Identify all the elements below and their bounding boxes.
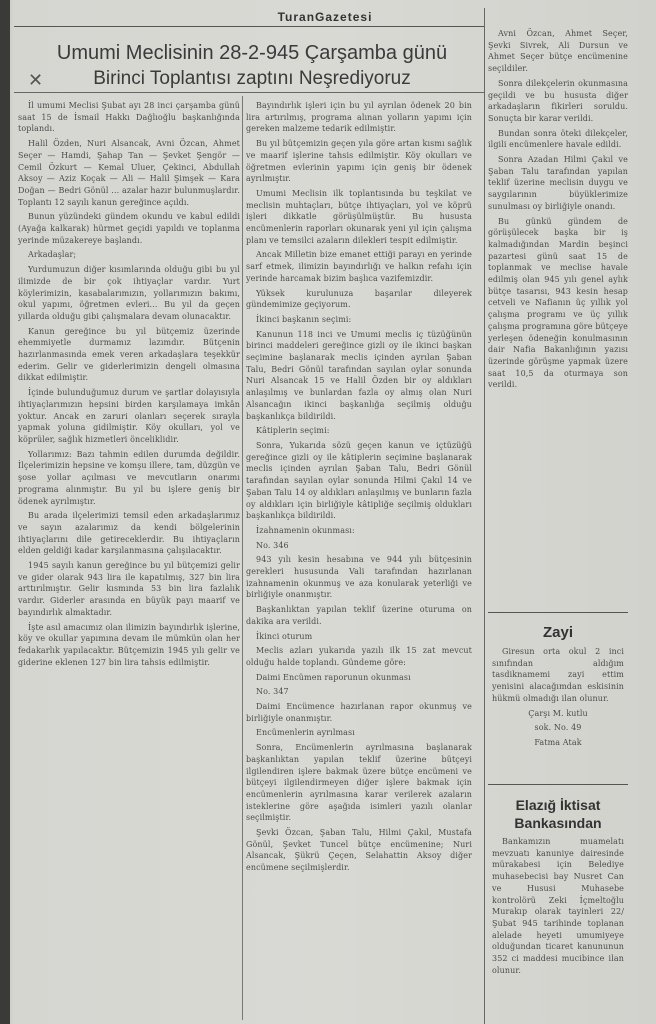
subheading: İkinci oturum: [256, 631, 313, 641]
paragraph: 943 yılı kesin hesabına ve 944 yılı bütçesinin gerekleri hususunda Vali tarafından hazırlanan izahnamenin okunmuş ve aza konularak yeterliği ve birliğiyle onanmıştır.: [246, 555, 472, 600]
paragraph: İşte asıl amacımız olan ilimizin bayındırlık işlerine, köy ve okullar yapımına devam ile mümkün olan her fedakarlık yapılacaktır. Bütçemizin 1945 yılı gelir ve giderine eklenen 127 bin lira tahsis edilmiştir.: [18, 622, 240, 667]
paragraph: Sonra Azadan Hilmi Çakıl ve Şaban Talu tarafından yapılan teklif üzerine meclisin duygu ve saygılarının büyüklerimize sunulması oy birliğiyle onandı.: [488, 155, 628, 211]
headline-rule: [14, 92, 484, 93]
article-headline: [22, 40, 482, 92]
paragraph: Sonra dilekçelerin okunmasına geçildi ve bu hususta diğer arkadaşların fikirleri soruldu. Sonuçta bir karar verildi.: [488, 78, 628, 123]
masthead: TuranGazetesi: [277, 10, 373, 24]
subheading: İzahnamenin okunması:: [256, 525, 355, 535]
article-column-3: [488, 28, 628, 608]
paragraph: Bundan sonra öteki dilekçeler, ilgili encümenlere havale edildi.: [488, 128, 628, 150]
article-column-1: [18, 100, 240, 1018]
notice-signature-line: sok. No. 49: [534, 723, 582, 733]
subheading: Kâtiplerin seçimi:: [256, 426, 330, 436]
decision-number: No. 346: [256, 540, 289, 550]
bank-notice-body: [492, 836, 624, 1020]
paragraph: Yollarımız: Bazı tahmin edilen durumda değildir. İlçelerimizin hepsine ve komşu illere, tam, düzgün ve şose yollar açılması ve mevcutların onarımı programa alınmıştır. Bu yıl bu işlere geniş bir ödenek ayrılmıştır.: [18, 449, 240, 506]
paragraph: Sonra, Yukarıda sözü geçen kanun ve içtüzüğü gereğince gizli oy ile kâtiplerin seçimine başlanarak meclis içinden ayrılan Şaban Talu, Bedri Gönül tarafından sayılan oylar sonunda Hilmi Çakıl 14 ve Şaban Talu 14 oy aldıkları anlaşılmış ve bunların fazla oy aldıkları için birliğiyle kâtipliğe seçilmiş oldukları başkanlıkça bildirildi.: [246, 440, 472, 521]
zayi-notice-body: [492, 646, 624, 776]
paragraph: Sonra, Encümenlerin ayrılmasına başlanarak başkanlıktan yapılan teklif üzerine bütçeyi ilgilendiren işlere bakmak üzere bütçe encümeni ve bütçeyi ilgilendirmeyen diğer işlere bakmak için encümenlerin ayrılmasına karar verilerek azaların isteklerine göre aşağıda isimleri yazılı olanlar seçilmiştir.: [246, 743, 472, 823]
paragraph: Bu arada ilçelerimizi temsil eden arkadaşlarımız ve sayın azalarımız da kendi bölgelerinin ihtiyaçlarını dile getireceklerdir. Bu ihtiyaçların elden geldiği kadar karşılanmasına çalışılacaktır.: [18, 511, 240, 556]
section-rule: [488, 784, 628, 785]
paragraph: İçinde bulunduğumuz durum ve şartlar dolayısıyla ihtiyaçlarımızın hepsini birden karşılamaya imkân yoktur. Ancak en zaruri olanları seçerek sırayla yapmak yoluna gidilmiştir. Köy okulları, yol ve köprüler, sağlık hizmetleri önceliklidir.: [18, 388, 240, 444]
cross-mark-icon: ✕: [28, 70, 44, 91]
paragraph: Şevki Özcan, Şaban Talu, Hilmi Çakıl, Mustafa Gönül, Şevket Tuncel bütçe encümenine; Nuri Alsancak, Şükrü Çeçen, Selahattin Aksoy diğer encümene seçilmişlerdir.: [246, 828, 472, 873]
notice-text: Bankamızın muamelatı mevzuatı kanuniye dairesinde mürakabesi için Belediye muhasebecisi bay Nusret Can ve Hususi Muhasebe kontrolörü Zeki İçmeltoğlu Murakıp olarak tayinleri 22/Şubat 945 tarihinde toplanan alelade heyeti umumiyeye olduğundan ticaret kanununun 352 ci maddesi mucibince ilan olunur.: [492, 837, 624, 975]
paragraph: Kanunun 118 inci ve Umumi meclis iç tüzüğünün birinci maddeleri gereğince gizli oy ile ikinci başkan seçimine başlanarak meclis içinden ayrılan Şaban Talu, Bedri Gönül tarafından sayılan oylar sonunda Nuri Alsancak 15 ve Halil Özden bir oy aldıkları anlaşılmış ve bunlardan fazla oy almış olan Nuri Alsancağın ikinci başkanlığa seçilmiş olduğu başkanlıkça bildirildi.: [246, 329, 472, 421]
paragraph: Kanun gereğince bu yıl bütçemiz üzerinde ehemmiyetle durmamız lazımdır. Bütçenin hazırlanmasında emek veren arkadaşlara teşekkür ederim. Gelir ve giderlerimizin dengeli olmasına dikkat edilmiştir.: [18, 326, 240, 383]
paragraph: Halil Özden, Nuri Alsancak, Avni Özcan, Ahmet Seçer — Hamdi, Şahap Tan — Şevket Şengör — Cemil Özkurt — Kemal Uluer, Çekinci, Abdullah Aksoy — Aziz Koçak — Ali — Halil Şimşek — Kara Doğan — Bedri Gönül ... azalar hazır bulunmuşlardır. Toplantı 12 sayılı kanun gereğince açıldı.: [18, 139, 240, 207]
paragraph: Bayındırlık işleri için bu yıl ayrılan ödenek 20 bin lira artırılmış, programa alınan yolların yapımı için gereken malzeme tedarik edilmiştir.: [246, 101, 472, 134]
bank-notice-title: Elazığ İktisat Bankasından: [514, 797, 602, 831]
paragraph: 1945 sayılı kanun gereğince bu yıl bütçemizi gelir ve gider olarak 943 lira ile kapatılmış, 327 bin lira arttırılmıştır. Gelir kısmında 53 bin lira fazlalık vardır. Giderler arasında en büyük payı maarif ve bayındırlık almaktadır.: [18, 561, 240, 617]
notice-text: Giresun orta okul 2 inci sınıfından aldığım tasdiknamemi zayi ettim yenisini alacağımdan eskisinin hükmü olmadığı ilan olunur.: [492, 647, 624, 703]
zayi-notice-title: Zayi: [542, 624, 573, 641]
page-binding-edge: [0, 0, 10, 1024]
paragraph: Bu yıl bütçemizin geçen yıla göre artan kısmı sağlık ve maarif işlerine tahsis edilmiştir. Köy okulları ve öğretmen evlerinin yapımı için geniş bir ödenek ayrılmıştır.: [246, 139, 472, 184]
subheading: Daimi Encümen raporunun okunması: [256, 672, 411, 682]
column-divider: [484, 8, 485, 1024]
masthead-rule: [14, 26, 484, 27]
subheading: Encümenlerin ayrılması: [256, 728, 355, 738]
paragraph: Bunun yüzündeki gündem okundu ve kabul edildi (Ayağa kalkarak) hürmet geçidi yapıldı ve toplanma yerinde müzakereye başlandı.: [18, 212, 240, 245]
paragraph: Yurdumuzun diğer kısımlarında olduğu gibi bu yıl ilimizde de bir çok ihtiyaçlar vardır. Yurt köylerimizin, kasabalarımızın, yollarımızın bakımı, okul yapımı, öğretmen evleri... Bu yıl da geçen yıllarda olduğu gibi çalışmalara devam olunacaktır.: [18, 265, 240, 321]
article-column-2: [246, 100, 472, 1018]
headline-line-1: Umumi Meclisinin 28-2-945 Çarşamba günü: [56, 42, 448, 64]
paragraph: Yüksek kurulunuza başarılar dileyerek gündemimize geçiyorum.: [246, 288, 472, 310]
subheading: İkinci başkanın seçimi:: [256, 314, 352, 324]
notice-signature-line: Fatma Atak: [534, 737, 582, 747]
notice-signature-line: Çarşı M. kutlu: [528, 708, 588, 718]
paragraph: Bu günkü gündem de görüşülecek başka bir iş kalmadığından Mardin beşinci pazartesi günü saat 15 de toplanmak ve meclise havale edilmiş olan 945 yılı genel aylık bütçe tasarısı, 943 kesin hesap cetveli ve Nafianın üç yıllık yol çalışma programı ve üç yıllık çalışma programına göre bütçeye yerleşen ödeneğin konulmasının dair Nafia Bakanlığının yazısı üzerinde görüşme yapmak üzere saat 10,5 da oturmaya son verildi.: [488, 216, 628, 390]
paragraph: İl umumi Meclisi Şubat ayı 28 inci çarşamba günü saat 15 de İsmail Hakkı Dağlıoğlu başkanlığında toplandı.: [18, 101, 240, 134]
paragraph: Arkadaşlar;: [28, 250, 77, 260]
section-rule: [488, 612, 628, 613]
paragraph: Başkanlıktan yapılan teklif üzerine oturuma on dakika ara verildi.: [246, 605, 472, 626]
headline-line-2: Birinci Toplantısı zaptını Neşrediyoruz: [93, 68, 411, 89]
paragraph: Ancak Milletin bize emanet ettiği parayı en yerinde sarf etmek, ilimizin bayındırlığı ve halkın refahı için yerinde harcamak bizim başlıca vazifemizdir.: [246, 250, 472, 283]
decision-number: No. 347: [256, 687, 289, 697]
paragraph: Umumi Meclisin ilk toplantısında bu teşkilat ve meclisin muhtaçları, bütçe ihtiyaçları, yol ve köprü işleri dikkatle görüşülmüştür. Bu hususta encümenlerin raporları okunarak yeni yıl için çalışma planı ve temsilci azaların dilekleri tespit edilmiştir.: [246, 188, 472, 245]
column-divider: [242, 96, 243, 1020]
paragraph: Daimi Encümence hazırlanan rapor okunmuş ve birliğiyle onanmıştır.: [246, 702, 472, 723]
paragraph: Avni Özcan, Ahmet Seçer, Şevki Sivrek, Ali Dursun ve Ahmet Seçer bütçe encümenine seçildiler.: [488, 29, 628, 74]
paragraph: Meclis azları yukarıda yazılı ilk 15 zat mevcut olduğu halde toplandı. Gündeme göre:: [246, 646, 472, 667]
